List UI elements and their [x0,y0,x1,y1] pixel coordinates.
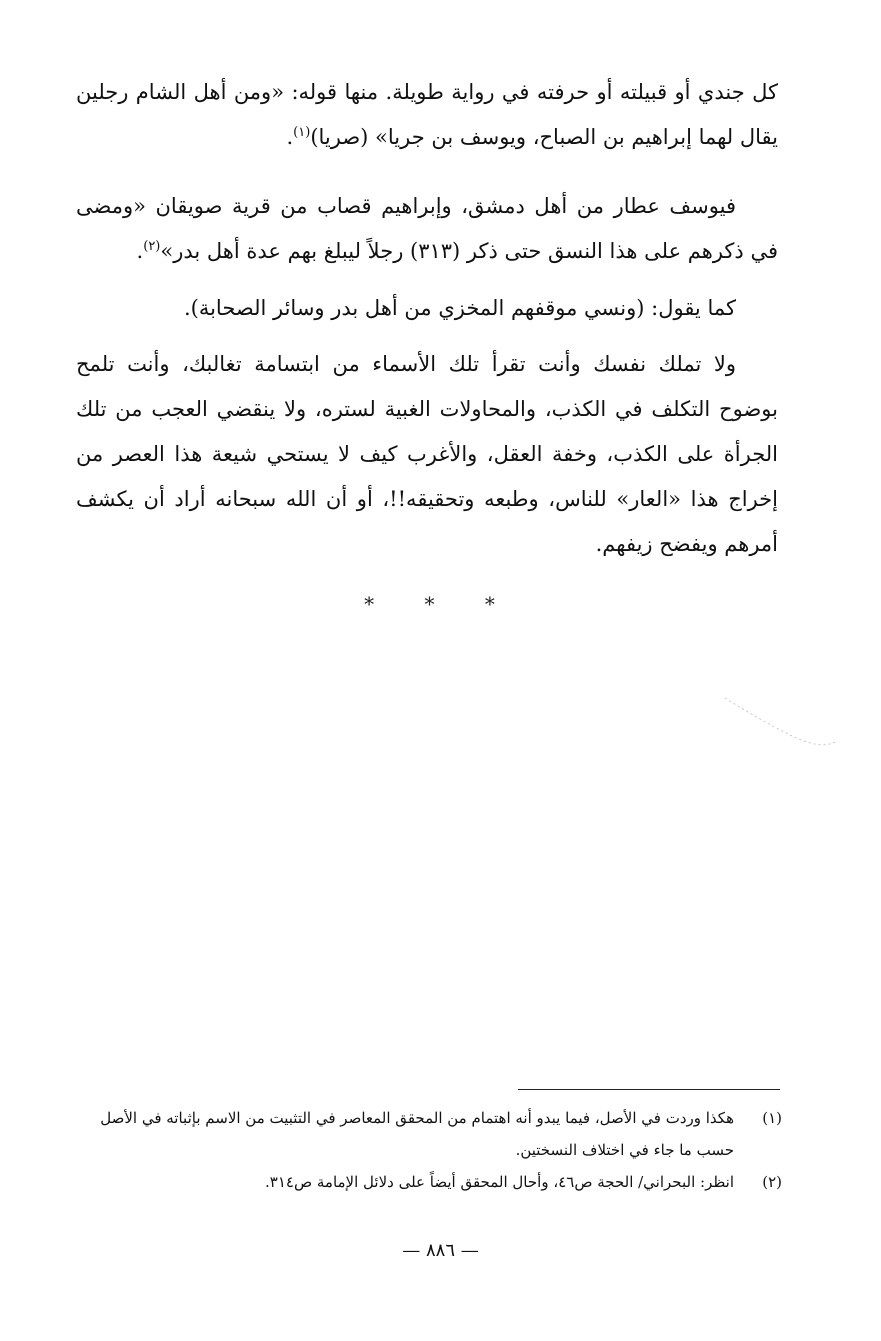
paragraph-3: كما يقول: (ونسي موقفهم المخزي من أهل بدر وسائر الصحابة). [183,296,736,320]
footnote-2-number: (٢) [762,1173,782,1191]
section-separator: * * * [364,592,517,616]
paragraph-2 [76,184,778,274]
footnote-ref-2[interactable]: (٢) [143,239,161,254]
footnote-1-number: (١) [762,1109,782,1127]
paragraph-1 [76,70,778,160]
footnote-1-text: هكذا وردت في الأصل، فيما يبدو أنه اهتمام من المحقق المعاصر في التثبيت من الاسم بإثباته في الأصل حسب ما جاء في اختلاف النسختين. [100,1109,734,1159]
footnote-divider [518,1089,780,1090]
footnotes-section [80,1102,782,1198]
paragraph-2-end: . [136,239,144,263]
footnote-2-text: انظر: البحراني/ الحجة ص٤٦، وأحال المحقق أيضاً على دلائل الإمامة ص٣١٤. [265,1173,734,1191]
footnote-ref-1[interactable]: (١) [293,125,311,140]
paragraph-4: ولا تملك نفسك وأنت تقرأ تلك الأسماء من ابتسامة تغالبك، وأنت تلمح بوضوح التكلف في الكذب، والمحاولات الغبية لستره، ولا ينقضي العجب من تلك الجرأة على الكذب، وخفة العقل، والأغرب كيف لا يستحي شيعة هذا العصر من إخراج هذا «العار» للناس، وطبعه وتحقيقه!!، أو أن الله سبحانه أراد أن يكشف أمرهم ويفضح زيفهم. [76,352,778,556]
scan-speck-decoration [720,690,840,750]
page-number: — ٨٨٦ — [402,1240,479,1261]
footnote-2 [80,1166,782,1198]
paragraph-1-end: . [286,125,294,149]
footnote-1 [80,1102,782,1166]
paragraph-2-text: فيوسف عطار من أهل دمشق، وإبراهيم قصاب من قرية صويقان «ومضى في ذكرهم على هذا النسق حتى ذكر (٣١٣) رجلاً ليبلغ بهم عدة أهل بدر» [76,194,778,263]
paragraph-1-text: كل جندي أو قبيلته أو حرفته في رواية طويلة. منها قوله: «ومن أهل الشام رجلين يقال لهما إبراهيم بن الصباح، ويوسف بن جريا» (صريا) [76,80,778,149]
